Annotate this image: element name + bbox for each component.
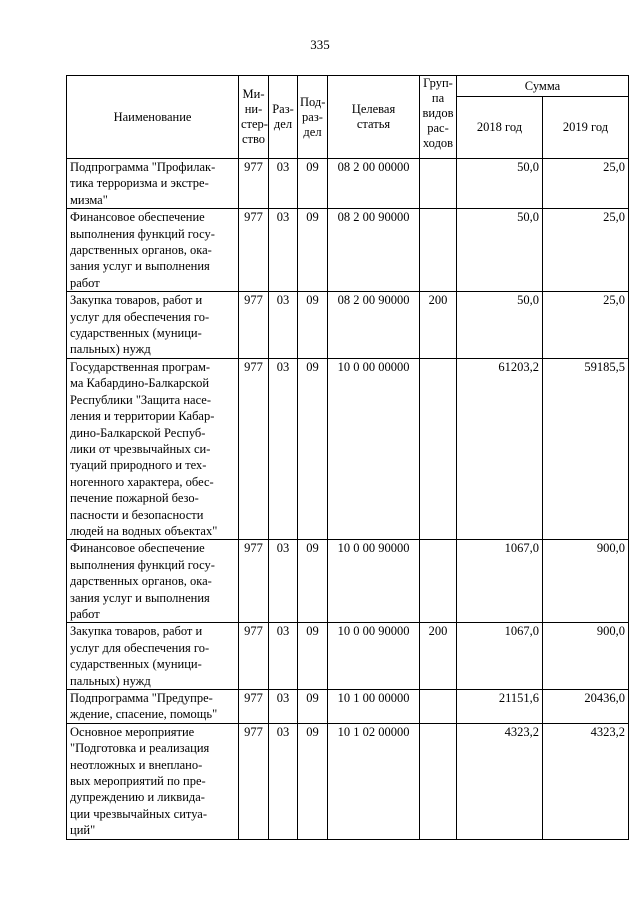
cell-ministry: 977 — [239, 358, 269, 539]
cell-expense-group — [420, 358, 457, 539]
cell-sum-2018: 1067,0 — [457, 540, 543, 623]
cell-ministry: 977 — [239, 623, 269, 690]
table-row — [67, 209, 629, 292]
cell-expense-group — [420, 723, 457, 839]
cell-section: 03 — [269, 723, 298, 839]
table-row — [67, 159, 629, 209]
cell-name: Подпрограмма "Профилак- тика терроризма и экстре- мизма" — [67, 159, 239, 209]
cell-sum-2018: 50,0 — [457, 209, 543, 292]
cell-section: 03 — [269, 623, 298, 690]
cell-target-item: 10 0 00 90000 — [328, 540, 420, 623]
cell-sum-2018: 1067,0 — [457, 623, 543, 690]
cell-subsection: 09 — [298, 159, 328, 209]
table-row — [67, 540, 629, 623]
cell-sum-2018: 21151,6 — [457, 690, 543, 724]
header-ministry: Ми- ни- стер- ство — [239, 76, 269, 159]
cell-sum-2018: 4323,2 — [457, 723, 543, 839]
cell-subsection: 09 — [298, 623, 328, 690]
cell-name: Финансовое обеспечение выполнения функций госу- дарственных органов, ока- зания услуг и выполнения работ — [67, 540, 239, 623]
cell-target-item: 08 2 00 90000 — [328, 292, 420, 359]
cell-section: 03 — [269, 209, 298, 292]
cell-sum-2018: 61203,2 — [457, 358, 543, 539]
table-row — [67, 623, 629, 690]
header-year-2018: 2018 год — [457, 97, 543, 159]
cell-section: 03 — [269, 358, 298, 539]
page-number: 335 — [310, 37, 330, 52]
cell-sum-2018: 50,0 — [457, 159, 543, 209]
cell-subsection: 09 — [298, 292, 328, 359]
cell-name: Государственная програм- ма Кабардино-Балкарской Республики "Защита насе- ления и территории Кабар- дино-Балкарской Респуб- лики от чрезвычайных си- туаций природного и тех- ногенного характера, обес- печение пожарной безо- пасности и безопасности людей на водных объектах" — [67, 358, 239, 539]
table-row — [67, 292, 629, 359]
cell-expense-group — [420, 209, 457, 292]
cell-target-item: 10 1 02 00000 — [328, 723, 420, 839]
cell-sum-2019: 4323,2 — [543, 723, 629, 839]
cell-name: Финансовое обеспечение выполнения функций госу- дарственных органов, ока- зания услуг и выполнения работ — [67, 209, 239, 292]
cell-expense-group: 200 — [420, 292, 457, 359]
cell-name: Основное мероприятие "Подготовка и реализация неотложных и внеплано- вых мероприятий по пре- дупреждению и ликвида- ции чрезвычайных ситуа- ций" — [67, 723, 239, 839]
cell-target-item: 08 2 00 90000 — [328, 209, 420, 292]
cell-sum-2018: 50,0 — [457, 292, 543, 359]
cell-ministry: 977 — [239, 723, 269, 839]
cell-ministry: 977 — [239, 209, 269, 292]
cell-ministry: 977 — [239, 690, 269, 724]
table-row — [67, 690, 629, 724]
header-expense-group: Груп- па видов рас- ходов — [420, 76, 457, 159]
cell-expense-group — [420, 540, 457, 623]
header-target-item: Целевая статья — [328, 76, 420, 159]
cell-sum-2019: 20436,0 — [543, 690, 629, 724]
cell-target-item: 08 2 00 00000 — [328, 159, 420, 209]
cell-sum-2019: 900,0 — [543, 623, 629, 690]
cell-ministry: 977 — [239, 540, 269, 623]
cell-sum-2019: 900,0 — [543, 540, 629, 623]
cell-subsection: 09 — [298, 690, 328, 724]
cell-section: 03 — [269, 159, 298, 209]
cell-target-item: 10 0 00 00000 — [328, 358, 420, 539]
table-header — [67, 76, 629, 159]
header-year-2019: 2019 год — [543, 97, 629, 159]
table-body — [67, 159, 629, 840]
cell-ministry: 977 — [239, 159, 269, 209]
cell-sum-2019: 25,0 — [543, 209, 629, 292]
cell-expense-group — [420, 159, 457, 209]
header-sum: Сумма — [457, 76, 629, 97]
cell-expense-group — [420, 690, 457, 724]
cell-target-item: 10 1 00 00000 — [328, 690, 420, 724]
cell-name: Подпрограмма "Предупре- ждение, спасение, помощь" — [67, 690, 239, 724]
cell-subsection: 09 — [298, 358, 328, 539]
cell-ministry: 977 — [239, 292, 269, 359]
cell-subsection: 09 — [298, 209, 328, 292]
cell-section: 03 — [269, 540, 298, 623]
header-section: Раз- дел — [269, 76, 298, 159]
header-name: Наименование — [67, 76, 239, 159]
cell-section: 03 — [269, 292, 298, 359]
cell-name: Закупка товаров, работ и услуг для обеспечения го- сударственных (муници- пальных) нужд — [67, 292, 239, 359]
cell-sum-2019: 25,0 — [543, 292, 629, 359]
header-subsection: Под- раз- дел — [298, 76, 328, 159]
cell-section: 03 — [269, 690, 298, 724]
cell-sum-2019: 59185,5 — [543, 358, 629, 539]
cell-sum-2019: 25,0 — [543, 159, 629, 209]
table-row — [67, 358, 629, 539]
budget-table — [66, 75, 629, 840]
cell-subsection: 09 — [298, 540, 328, 623]
cell-target-item: 10 0 00 90000 — [328, 623, 420, 690]
cell-name: Закупка товаров, работ и услуг для обеспечения го- сударственных (муници- пальных) нужд — [67, 623, 239, 690]
table-row — [67, 723, 629, 839]
cell-expense-group: 200 — [420, 623, 457, 690]
cell-subsection: 09 — [298, 723, 328, 839]
